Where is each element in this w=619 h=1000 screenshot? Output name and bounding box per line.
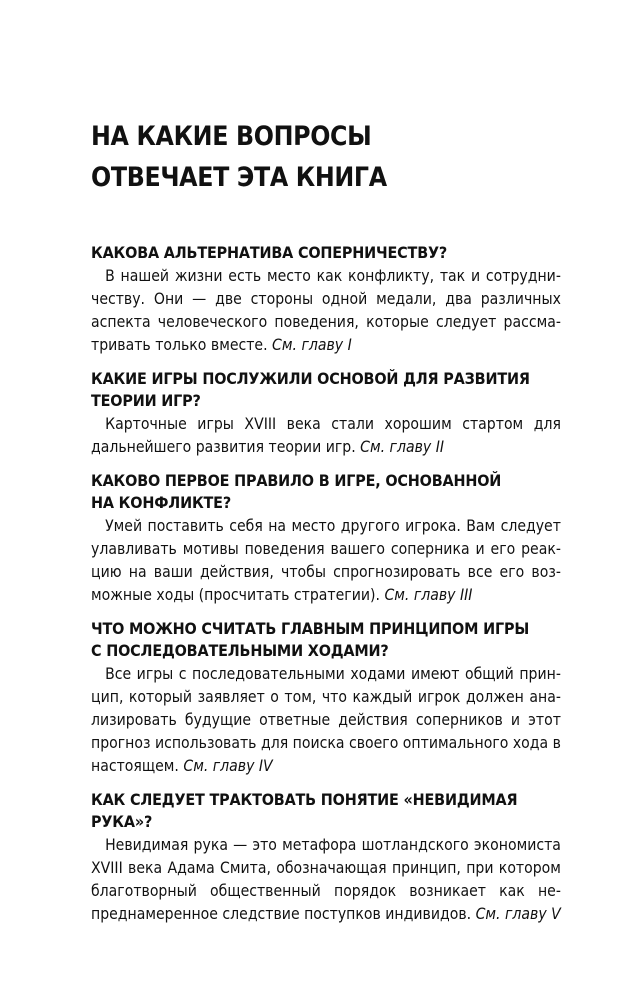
page-title-line-1: НА КАКИЕ ВОПРОСЫ xyxy=(91,121,372,152)
answer-paragraph xyxy=(91,412,561,458)
page-title-line-2: ОТВЕЧАЕТ ЭТА КНИГА xyxy=(91,162,387,193)
answer-paragraph xyxy=(91,662,561,777)
question-heading xyxy=(91,789,561,833)
chapter-reference: См. главу II xyxy=(360,437,445,456)
qa-list xyxy=(91,242,561,937)
question-heading xyxy=(91,368,561,412)
qa-item xyxy=(91,618,561,777)
qa-item xyxy=(91,470,561,606)
qa-item xyxy=(91,368,561,458)
question-heading xyxy=(91,242,561,264)
question-heading xyxy=(91,618,561,662)
question-line: ЧТО МОЖНО СЧИТАТЬ ГЛАВНЫМ ПРИНЦИПОМ ИГРЫ xyxy=(91,619,530,638)
question-line: КАКОВО ПЕРВОЕ ПРАВИЛО В ИГРЕ, ОСНОВАННОЙ xyxy=(91,471,502,490)
answer-text: В нашей жизни есть место как конфликту, так и сотрудничеству. Они — две стороны одной медали, два различных аспекта человеческого поведения, которые следует рассматривать только вместе. xyxy=(91,266,561,354)
chapter-reference: См. главу III xyxy=(384,585,473,604)
answer-paragraph xyxy=(91,264,561,356)
answer-text: Карточные игры XVIII века стали хорошим стартом для дальнейшего развития теории игр. xyxy=(91,414,561,456)
answer-paragraph xyxy=(91,833,561,925)
page-title xyxy=(91,116,584,198)
chapter-reference: См. главу IV xyxy=(183,756,273,775)
question-line: КАКОВА АЛЬТЕРНАТИВА СОПЕРНИЧЕСТВУ? xyxy=(91,243,448,262)
book-page xyxy=(91,116,561,923)
question-line: КАКИЕ ИГРЫ ПОСЛУЖИЛИ ОСНОВОЙ ДЛЯ РАЗВИТИЯ xyxy=(91,369,530,388)
question-heading xyxy=(91,470,561,514)
qa-item xyxy=(91,242,561,356)
question-line: ТЕОРИИ ИГР? xyxy=(91,391,201,410)
question-line: РУКА»? xyxy=(91,812,153,831)
answer-paragraph xyxy=(91,514,561,606)
chapter-reference: См. главу I xyxy=(272,335,352,354)
qa-item xyxy=(91,789,561,925)
chapter-reference: См. главу V xyxy=(475,904,561,923)
answer-text: Невидимая рука — это метафора шотландского экономиста XVIII века Адама Смита, обозначающая принцип, при котором благотворный общественный порядок возникает как непреднамеренное следствие поступков индивидов. xyxy=(91,835,561,923)
question-line: НА КОНФЛИКТЕ? xyxy=(91,493,232,512)
question-line: КАК СЛЕДУЕТ ТРАКТОВАТЬ ПОНЯТИЕ «НЕВИДИМАЯ xyxy=(91,790,518,809)
answer-text: Все игры с последовательными ходами имеют общий принцип, который заявляет о том, что каждый игрок должен анализировать будущие ответные действия соперников и этот прогноз использовать для поиска своего оптимального хода в настоящем. xyxy=(91,664,561,775)
question-line: С ПОСЛЕДОВАТЕЛЬНЫМИ ХОДАМИ? xyxy=(91,641,389,660)
answer-text: Умей поставить себя на место другого игрока. Вам следует улавливать мотивы поведения вашего соперника и его реакцию на ваши действия, чтобы спрогнозировать все его возможные ходы (просчитать стратегии). xyxy=(91,516,561,604)
